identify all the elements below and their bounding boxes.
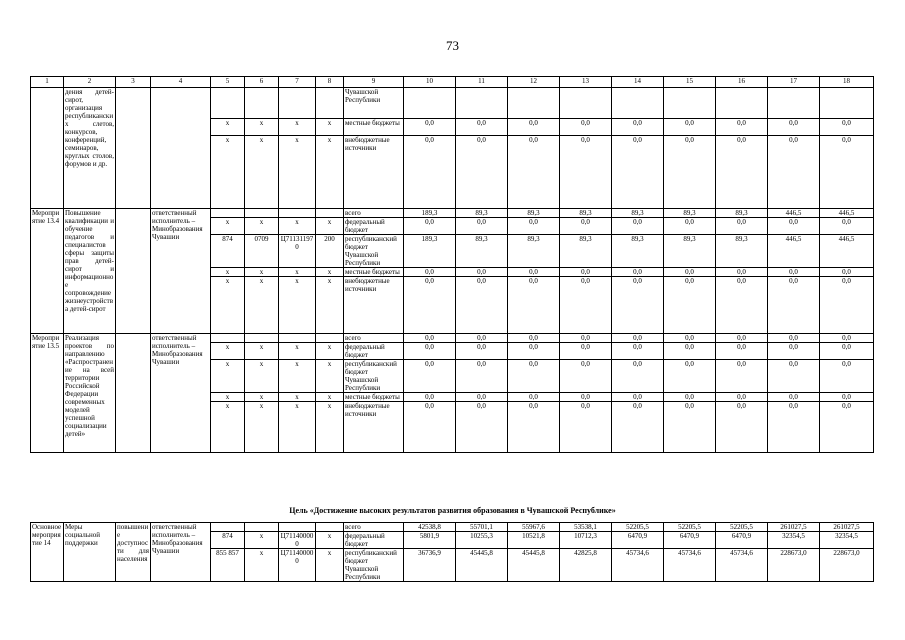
table-cell: x [316, 343, 344, 360]
cell-empty [245, 523, 279, 532]
event-label: Мероприятие 13.4 [31, 209, 64, 334]
table-cell: 0,0 [404, 343, 456, 360]
table-cell: x [316, 393, 344, 402]
table-cell: 0,0 [820, 268, 874, 277]
table-cell: 32354,5 [768, 532, 820, 549]
table-cell: 0,0 [404, 393, 456, 402]
table-cell: 10712,3 [560, 532, 612, 549]
table-cell: 0,0 [404, 334, 456, 343]
column-number-header: 6 [245, 77, 279, 88]
table-cell: x [316, 360, 344, 393]
table-cell: 55967,6 [508, 523, 560, 532]
table-cell: 89,3 [560, 209, 612, 218]
table-cell: 0,0 [716, 218, 768, 235]
table-cell: 0,0 [716, 393, 768, 402]
table-cell: x [279, 277, 316, 334]
table-cell: x [316, 218, 344, 235]
source-label: республиканский бюджет Чувашской Республики [344, 549, 404, 582]
responsible-executor: ответственный исполнитель – Минобразования Чувашии [151, 523, 211, 582]
table-cell: 0,0 [560, 218, 612, 235]
source-label: местные бюджеты [344, 268, 404, 277]
table-cell: 228673,0 [820, 549, 874, 582]
column-number-header: 15 [664, 77, 716, 88]
table-cell: 446,5 [820, 235, 874, 268]
cell-empty [245, 334, 279, 343]
header-row [31, 77, 874, 88]
column-number-header: 7 [279, 77, 316, 88]
table-cell: x [211, 393, 245, 402]
source-label: федеральный бюджет [344, 532, 404, 549]
table-cell: 261027,5 [820, 523, 874, 532]
source-label: местные бюджеты [344, 393, 404, 402]
cell-empty [211, 334, 245, 343]
table-cell: x [279, 119, 316, 136]
table-cell: x [279, 402, 316, 453]
table-cell: 0,0 [768, 334, 820, 343]
table-cell: x [316, 549, 344, 582]
cell-empty [245, 209, 279, 218]
table-cell: 89,3 [664, 209, 716, 218]
source-label: внебюджетные источники [344, 402, 404, 453]
cell-empty [404, 88, 456, 119]
event-label: Основное мероприятие 14 [31, 523, 64, 582]
column-number-header: 14 [612, 77, 664, 88]
table-cell: 0,0 [768, 393, 820, 402]
table-cell: 0,0 [664, 402, 716, 453]
table-cell: 0,0 [664, 393, 716, 402]
event-indicator: повышение доступности для населения [116, 523, 151, 582]
table-cell: x [245, 119, 279, 136]
table-cell: 0,0 [768, 402, 820, 453]
table-cell: 0,0 [560, 277, 612, 334]
cell-empty [316, 334, 344, 343]
responsible-executor: ответственный исполнитель – Минобразования Чувашии [151, 334, 211, 453]
column-number-header: 16 [716, 77, 768, 88]
table-cell: 0,0 [560, 360, 612, 393]
table-cell: 45445,8 [508, 549, 560, 582]
table-cell: 0,0 [456, 334, 508, 343]
table-cell: x [211, 119, 245, 136]
event-label: Мероприятие 13.5 [31, 334, 64, 453]
table-cell: 446,5 [768, 235, 820, 268]
table-cell: 0,0 [664, 277, 716, 334]
table-cell: 0,0 [612, 277, 664, 334]
table-cell: 0,0 [820, 334, 874, 343]
table-cell: 0,0 [768, 119, 820, 136]
table-cell: 89,3 [560, 235, 612, 268]
table-cell: 42538,8 [404, 523, 456, 532]
cell-empty [279, 88, 316, 119]
table-cell: 0,0 [664, 334, 716, 343]
table-cell: 0,0 [612, 393, 664, 402]
table-cell: 0,0 [768, 268, 820, 277]
cell-empty [768, 88, 820, 119]
table-cell: 0,0 [508, 393, 560, 402]
table-cell: x [245, 277, 279, 334]
source-label: внебюджетные источники [344, 277, 404, 334]
table-cell: 0,0 [768, 343, 820, 360]
column-number-header: 18 [820, 77, 874, 88]
table-cell: 0,0 [508, 136, 560, 209]
table-cell: 36736,9 [404, 549, 456, 582]
cell-empty [316, 523, 344, 532]
table-cell: 89,3 [612, 209, 664, 218]
grbs-code: 874 [211, 532, 245, 549]
table-cell: x [211, 402, 245, 453]
table-cell: 89,3 [716, 209, 768, 218]
table-cell: 52205,5 [716, 523, 768, 532]
table-cell: 189,3 [404, 209, 456, 218]
table-cell: 6470,9 [612, 532, 664, 549]
column-number-header: 10 [404, 77, 456, 88]
budget-table-goal [30, 522, 874, 582]
cell-empty [151, 88, 211, 209]
budget-table [30, 76, 874, 453]
table-cell: 0,0 [560, 402, 612, 453]
cell-empty [279, 523, 316, 532]
table-cell: 0,0 [768, 136, 820, 209]
table-cell: 55701,1 [456, 523, 508, 532]
csr-code: Ц711311970 [279, 235, 316, 268]
table-cell: 0,0 [612, 119, 664, 136]
cell-empty [508, 88, 560, 119]
table-cell: 0,0 [820, 218, 874, 235]
table-cell: x [316, 119, 344, 136]
table-cell: 0,0 [508, 119, 560, 136]
cell-empty [279, 209, 316, 218]
table-row [31, 88, 874, 119]
table-cell: 0,0 [716, 402, 768, 453]
source-label: федеральный бюджет [344, 218, 404, 235]
table-cell: x [245, 268, 279, 277]
table-cell: 228673,0 [768, 549, 820, 582]
table-cell: 0,0 [456, 268, 508, 277]
table-cell: 0,0 [456, 393, 508, 402]
table-cell: 0,0 [820, 277, 874, 334]
table-cell: 0,0 [404, 218, 456, 235]
table-cell: 0,0 [612, 218, 664, 235]
cell-empty [279, 334, 316, 343]
column-number-header: 17 [768, 77, 820, 88]
column-number-header: 13 [560, 77, 612, 88]
table-cell: 0,0 [820, 343, 874, 360]
column-number-header: 12 [508, 77, 560, 88]
table-cell: 0,0 [820, 136, 874, 209]
table-cell: 0,0 [404, 119, 456, 136]
table-cell: 0,0 [768, 277, 820, 334]
column-number-header: 8 [316, 77, 344, 88]
table-cell: 0,0 [456, 136, 508, 209]
table-cell: 89,3 [612, 235, 664, 268]
table-cell: 0,0 [612, 268, 664, 277]
table-cell: 189,3 [404, 235, 456, 268]
table-cell: 53538,1 [560, 523, 612, 532]
table-cell: 10521,8 [508, 532, 560, 549]
source-label: всего [344, 523, 404, 532]
table-cell: 0,0 [560, 343, 612, 360]
event-name-cont: дения детей-сирот, организация республиканских слетов, конкурсов, конференций, семинаров, круглых столов, форумов и др. [64, 88, 116, 209]
source-label: федеральный бюджет [344, 343, 404, 360]
table-cell: 0,0 [560, 119, 612, 136]
table-cell: 0,0 [404, 402, 456, 453]
table-cell: x [316, 532, 344, 549]
table-cell: 6470,9 [664, 532, 716, 549]
source-label: всего [344, 209, 404, 218]
table-cell: 0,0 [456, 277, 508, 334]
cell-empty [211, 209, 245, 218]
table-cell: 0,0 [820, 360, 874, 393]
table-cell: 0,0 [716, 277, 768, 334]
table-cell: 0,0 [508, 218, 560, 235]
column-number-header: 5 [211, 77, 245, 88]
source-label: республиканский бюджет Чувашской Республики [344, 235, 404, 268]
table-cell: 0,0 [664, 218, 716, 235]
table-cell: 0,0 [508, 334, 560, 343]
table-cell: 89,3 [508, 235, 560, 268]
table-cell: 0,0 [716, 343, 768, 360]
table-cell: 0,0 [560, 393, 612, 402]
cell-empty [456, 88, 508, 119]
cell-empty [560, 88, 612, 119]
table-cell: x [245, 549, 279, 582]
table-cell: 0,0 [820, 402, 874, 453]
page-number: 73 [446, 38, 459, 53]
cell-empty [316, 209, 344, 218]
table-cell: 0,0 [664, 136, 716, 209]
table-cell: 0,0 [820, 119, 874, 136]
table-cell: x [279, 360, 316, 393]
table-cell: x [245, 532, 279, 549]
event-name: Реализация проектов по направлению «Распространение на всей территории Российской Федерации современных моделей успешной социализации детей» [64, 334, 116, 453]
table-cell: 0,0 [820, 393, 874, 402]
table-cell: x [245, 343, 279, 360]
table-cell: 0,0 [404, 277, 456, 334]
table-cell: 5801,9 [404, 532, 456, 549]
table-cell: x [245, 360, 279, 393]
table-cell: x [211, 360, 245, 393]
table-cell: 0,0 [664, 119, 716, 136]
table-cell: 0,0 [508, 268, 560, 277]
cell-empty [820, 88, 874, 119]
source-label: всего [344, 334, 404, 343]
table-cell: 89,3 [456, 209, 508, 218]
table-cell: 0,0 [508, 360, 560, 393]
table-cell: 0,0 [456, 360, 508, 393]
table-cell: x [245, 218, 279, 235]
cell-empty [31, 88, 64, 209]
csr-code: Ц711400000 [279, 532, 316, 549]
table-cell: x [211, 343, 245, 360]
table-cell: 0,0 [612, 402, 664, 453]
table-cell: 0,0 [664, 268, 716, 277]
table-cell: x [279, 393, 316, 402]
table-cell: 52205,5 [664, 523, 716, 532]
table-cell: x [245, 136, 279, 209]
table-cell: 0,0 [456, 119, 508, 136]
cell-empty [612, 88, 664, 119]
table-cell: 0,0 [612, 136, 664, 209]
source-label: местные бюджеты [344, 119, 404, 136]
table-cell: x [211, 268, 245, 277]
cell-empty [211, 88, 245, 119]
table-cell: 89,3 [716, 235, 768, 268]
table-cell: 0,0 [456, 402, 508, 453]
table-cell: x [316, 268, 344, 277]
table-cell: 0,0 [716, 119, 768, 136]
table-cell: 89,3 [664, 235, 716, 268]
column-number-header: 3 [116, 77, 151, 88]
table-cell: 0,0 [664, 343, 716, 360]
cell-empty [116, 334, 151, 453]
table-cell: x [211, 277, 245, 334]
table-cell: 45734,6 [716, 549, 768, 582]
column-number-header: 1 [31, 77, 64, 88]
source-label: Чувашской Республики [344, 88, 404, 119]
table-cell: 0,0 [612, 343, 664, 360]
table-cell: 0,0 [404, 360, 456, 393]
table-cell: 0,0 [404, 136, 456, 209]
event-name: Меры социальной поддержки [64, 523, 116, 582]
table-cell: 0,0 [716, 136, 768, 209]
table-cell: 446,5 [768, 209, 820, 218]
table-cell: x [279, 136, 316, 209]
table-cell: 10255,3 [456, 532, 508, 549]
table-cell: x [316, 277, 344, 334]
table-cell: x [279, 268, 316, 277]
cell-empty [664, 88, 716, 119]
table-cell: 0,0 [508, 343, 560, 360]
table-cell: x [316, 402, 344, 453]
table-cell: 0,0 [404, 268, 456, 277]
goal-title: Цель «Достижение высоких результатов развития образования в Чувашской Республике» [289, 506, 616, 515]
grbs-code: 874 [211, 235, 245, 268]
table-cell: 0,0 [612, 360, 664, 393]
source-label: внебюджетные источники [344, 136, 404, 209]
table-cell: x [279, 218, 316, 235]
cell-empty [211, 523, 245, 532]
table-cell: 0,0 [716, 334, 768, 343]
cell-empty [716, 88, 768, 119]
table-cell: 0,0 [508, 277, 560, 334]
grbs-code: 855 857 [211, 549, 245, 582]
table-cell: 0,0 [768, 360, 820, 393]
table-cell: 0,0 [716, 268, 768, 277]
table-cell: x [279, 343, 316, 360]
cell-empty [316, 88, 344, 119]
table-cell: 0,0 [664, 360, 716, 393]
column-number-header: 2 [64, 77, 116, 88]
table-cell: 89,3 [456, 235, 508, 268]
column-number-header: 11 [456, 77, 508, 88]
column-number-header: 9 [344, 77, 404, 88]
table-row [31, 209, 874, 218]
table-cell: 0,0 [560, 136, 612, 209]
responsible-executor: ответственный исполнитель – Минобразования Чувашии [151, 209, 211, 334]
cell-empty [245, 88, 279, 119]
table-cell: 0,0 [456, 343, 508, 360]
rz-code: 0709 [245, 235, 279, 268]
table-cell: 0,0 [560, 334, 612, 343]
table-cell: 32354,5 [820, 532, 874, 549]
table-cell: 42825,8 [560, 549, 612, 582]
table-cell: 0,0 [456, 218, 508, 235]
csr-code: Ц711400000 [279, 549, 316, 582]
column-number-header: 4 [151, 77, 211, 88]
table-cell: 89,3 [508, 209, 560, 218]
table-cell: 0,0 [508, 402, 560, 453]
table-cell: x [211, 136, 245, 209]
table-cell: 261027,5 [768, 523, 820, 532]
table-cell: 0,0 [612, 334, 664, 343]
event-name: Повышение квалификации и обучение педагогов и специалистов сферы защиты прав детей-сирот и информационное сопровождение жизнеустройства детей-сирот [64, 209, 116, 334]
table-cell: 6470,9 [716, 532, 768, 549]
table-cell: x [211, 218, 245, 235]
table-cell: x [245, 402, 279, 453]
cell-empty [116, 88, 151, 209]
table-cell: x [316, 136, 344, 209]
cell-empty [116, 209, 151, 334]
vr-code: 200 [316, 235, 344, 268]
table-cell: 0,0 [768, 218, 820, 235]
table-cell: 45445,8 [456, 549, 508, 582]
table-cell: 45734,6 [612, 549, 664, 582]
table-cell: 446,5 [820, 209, 874, 218]
source-label: республиканский бюджет Чувашской Республики [344, 360, 404, 393]
table-cell: 45734,6 [664, 549, 716, 582]
table-row [31, 523, 874, 532]
table-cell: 0,0 [560, 268, 612, 277]
table-cell: 52205,5 [612, 523, 664, 532]
table-row [31, 334, 874, 343]
table-cell: x [245, 393, 279, 402]
table-cell: 0,0 [716, 360, 768, 393]
